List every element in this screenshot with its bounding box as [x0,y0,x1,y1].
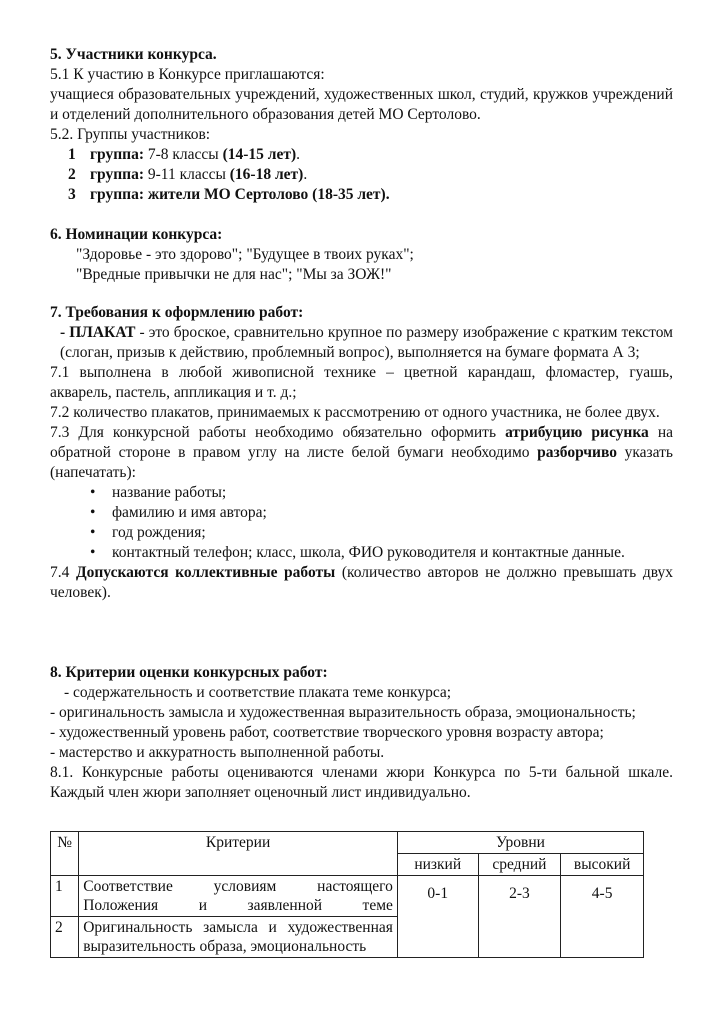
value-low: 0-1 [397,876,478,958]
header-high: высокий [561,854,644,876]
section-7 [50,303,673,603]
paragraph-5-1: 5.1 К участию в Конкурсе приглашаются: [50,66,325,83]
section-7-heading: 7. Требования к оформлению работ: [50,304,304,321]
header-mid: средний [478,854,561,876]
header-number: № [51,832,79,876]
list-item: • название работы; [90,484,227,501]
row-number: 1 [51,876,79,917]
bullet-icon: • [90,544,96,561]
criterion-4: - мастерство и аккуратность выполненной работы. [50,744,385,761]
criterion-3: - художественный уровень работ, соответствие творческого уровня возрасту автора; [50,724,604,741]
list-item: • фамилию и имя автора; [90,504,267,521]
bullet-icon: • [90,524,96,541]
section-5-heading: 5. Участники конкурса. [50,46,217,63]
group-item-2: 2 группа: 9-11 классы (16-18 лет). [68,166,308,183]
value-high: 4-5 [561,876,644,958]
paragraph-7-1: 7.1 выполнена в любой живописной технике – цветной карандаш, фломастер, гуашь, акварель, пастель, аппликация и т. д.; [50,364,673,401]
section-5 [50,45,673,145]
attribution-list [90,483,673,563]
table-row [51,876,644,917]
header-low: низкий [397,854,478,876]
paragraph-7-2: 7.2 количество плакатов, принимаемых к рассмотрению от одного участника, не более двух. [50,404,660,421]
section-6-heading: 6. Номинации конкурса: [50,226,223,243]
paragraph-8-1: 8.1. Конкурсные работы оцениваются членами жюри Конкурса по 5-ти бальной шкале. Каждый член жюри заполняет оценочный лист индивидуально. [50,764,673,801]
row-criterion: Оригинальность замысла и художественная выразительность образа, эмоциональность [79,917,398,958]
poster-definition: - ПЛАКАТ - это броское, сравнительно крупное по размеру изображение с кратким текстом (слоган, призыв к действию, проблемный вопрос), выполняется на бумаге формата А 3; [60,324,673,361]
group-item-1: 1 группа: 7-8 классы (14-15 лет). [68,146,301,163]
header-levels: Уровни [397,832,643,854]
group-item-3: 3 группа: жители МО Сертолово (18-35 лет). [68,186,390,203]
list-item: • контактный телефон; класс, школа, ФИО руководителя и контактные данные. [90,544,625,561]
section-8 [50,663,673,803]
paragraph-5-2: 5.2. Группы участников: [50,126,211,143]
nomination-line-1: "Здоровье - это здорово"; "Будущее в твоих руках"; [76,246,414,263]
row-criterion: Соответствие условиям настоящего Положения и заявленной теме [79,876,398,917]
list-item: • год рождения; [90,524,206,541]
section-6 [50,225,673,285]
paragraph-5-1-text: учащиеся образовательных учреждений, художественных школ, студий, кружков учреждений и отделений дополнительного образования детей МО Сертолово. [50,86,673,123]
bullet-icon: • [90,504,96,521]
row-number: 2 [51,917,79,958]
header-criteria: Критерии [79,832,398,876]
section-8-heading: 8. Критерии оценки конкурсных работ: [50,664,328,681]
value-mid: 2-3 [478,876,561,958]
criteria-table [50,831,644,958]
criterion-2: - оригинальность замысла и художественная выразительность образа, эмоциональность; [50,704,636,721]
bullet-icon: • [90,484,96,501]
paragraph-7-3: 7.3 Для конкурсной работы необходимо обязательно оформить атрибуцию рисунка на обратной стороне в правом углу на листе белой бумаги необходимо разборчиво указать (напечатать): [50,424,673,481]
criterion-1: - содержательность и соответствие плаката теме конкурса; [64,684,452,701]
paragraph-7-4: 7.4 Допускаются коллективные работы (количество авторов не должно превышать двух человек). [50,564,674,601]
nomination-line-2: "Вредные привычки не для нас"; "Мы за ЗОЖ!" [76,266,392,283]
